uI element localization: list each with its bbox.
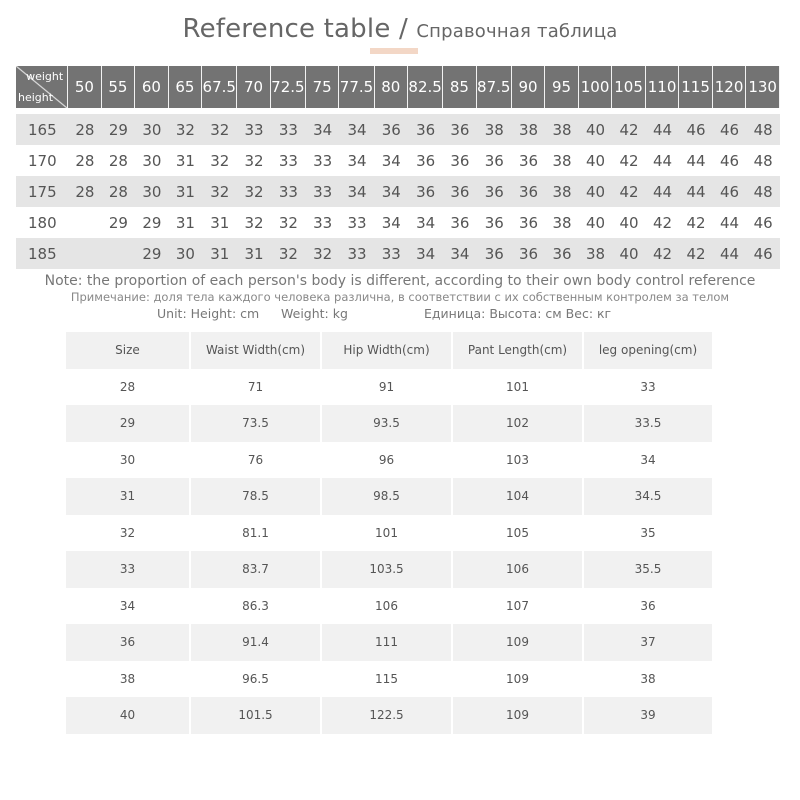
weight-header-cell: 105	[612, 66, 646, 108]
measurement-table	[64, 332, 714, 734]
measurement-cell: 98.5	[322, 478, 451, 515]
title-accent-bar	[370, 48, 418, 54]
size-cell: 28	[75, 151, 95, 170]
size-cell: 46	[720, 151, 740, 170]
measurement-cell: 122.5	[322, 697, 451, 734]
measurement-cell: 30	[119, 452, 136, 467]
measurement-cell: 106	[453, 551, 582, 588]
size-cell: 32	[202, 176, 237, 207]
size-cell: 33	[237, 108, 271, 145]
measurement-cell: 39	[584, 697, 712, 734]
size-cell: 28	[68, 108, 102, 145]
measurement-cell: 35	[640, 525, 656, 540]
size-cell: 42	[679, 238, 713, 269]
size-cell: 44	[679, 176, 713, 207]
size-chart-row	[16, 108, 780, 145]
measurement-cell: 109	[506, 671, 529, 686]
size-cell: 38	[552, 151, 572, 170]
measurement-cell: 107	[506, 598, 529, 613]
size-cell: 36	[408, 176, 443, 207]
size-cell: 36	[416, 151, 436, 170]
weight-header-cell: 60	[135, 66, 169, 108]
size-cell: 33	[339, 238, 374, 269]
weight-height-corner-cell	[16, 66, 68, 108]
corner-height-label: height	[18, 91, 54, 104]
size-chart-row	[16, 145, 780, 176]
size-cell: 36	[484, 151, 504, 170]
size-cell: 36	[484, 213, 504, 232]
measurement-header-cell: Size	[66, 332, 189, 369]
size-cell: 38	[579, 238, 613, 269]
size-cell: 40	[586, 151, 606, 170]
measurement-row	[66, 442, 712, 479]
size-cell: 32	[306, 238, 340, 269]
size-cell: 40	[579, 108, 613, 145]
weight-header-cell: 87.5	[477, 66, 512, 108]
measurement-cell: 104	[453, 478, 582, 515]
measurement-row	[66, 661, 712, 698]
note-english: Note: the proportion of each person's body is different, according to their own body control reference	[44, 273, 756, 289]
measurement-cell: 34.5	[584, 478, 712, 515]
size-cell: 46	[679, 108, 713, 145]
measurement-cell: 28	[119, 379, 136, 394]
measurement-cell: 73.5	[191, 405, 320, 442]
size-cell: 36	[450, 213, 470, 232]
measurement-cell: 33	[66, 551, 189, 588]
size-cell: 33	[271, 108, 306, 145]
size-cell: 29	[142, 213, 162, 232]
height-cell: 175	[16, 176, 68, 207]
size-cell: 36	[477, 238, 512, 269]
size-cell: 40	[619, 213, 639, 232]
weight-header-cell: 72.5	[271, 66, 306, 108]
size-cell: 31	[175, 213, 195, 232]
height-cell: 185	[16, 238, 68, 269]
size-cell: 36	[512, 176, 546, 207]
size-cell: 33	[313, 151, 333, 170]
size-cell: 32	[237, 176, 271, 207]
height-cell: 180	[28, 213, 57, 232]
size-cell: 31	[237, 238, 271, 269]
measurement-cell: 103.5	[322, 551, 451, 588]
size-cell: 28	[108, 151, 128, 170]
weight-header-cell: 67.5	[202, 66, 237, 108]
size-chart-table	[16, 66, 780, 269]
size-cell: 32	[210, 151, 230, 170]
size-cell: 34	[339, 108, 374, 145]
measurement-row	[66, 551, 712, 588]
measurement-cell: 81.1	[242, 525, 269, 540]
size-cell: 34	[347, 151, 367, 170]
measurement-row	[66, 478, 712, 515]
measurement-header-cell: Waist Width(cm)	[191, 332, 320, 369]
size-cell: 48	[746, 176, 780, 207]
size-cell: 48	[746, 108, 780, 145]
size-cell: 34	[306, 108, 340, 145]
size-cell: 33	[313, 213, 333, 232]
unit-weight: Weight: kg	[281, 306, 348, 321]
weight-header-cell: 75	[306, 66, 340, 108]
measurement-cell: 106	[375, 598, 398, 613]
size-cell: 38	[512, 108, 546, 145]
measurement-cell: 109	[453, 697, 582, 734]
weight-header-cell: 95	[545, 66, 579, 108]
measurement-cell: 31	[66, 478, 189, 515]
size-cell: 38	[477, 108, 512, 145]
weight-header-cell: 100	[579, 66, 613, 108]
height-cell: 170	[28, 151, 57, 170]
weight-header-cell: 50	[68, 66, 102, 108]
size-cell: 30	[135, 108, 169, 145]
size-cell: 36	[512, 238, 546, 269]
size-cell: 36	[545, 238, 579, 269]
size-cell: 34	[381, 151, 401, 170]
size-cell	[68, 207, 102, 238]
size-cell: 44	[646, 108, 680, 145]
measurement-cell: 37	[584, 624, 712, 661]
size-cell: 34	[408, 238, 443, 269]
weight-header-cell: 90	[512, 66, 546, 108]
size-cell: 42	[619, 151, 639, 170]
measurement-row	[66, 405, 712, 442]
size-cell: 29	[102, 108, 136, 145]
size-cell: 44	[720, 213, 740, 232]
size-cell: 34	[375, 176, 409, 207]
size-cell: 36	[408, 108, 443, 145]
weight-header-cell: 82.5	[408, 66, 443, 108]
measurement-cell: 91.4	[191, 624, 320, 661]
measurement-cell: 101.5	[191, 697, 320, 734]
measurement-cell: 76	[247, 452, 264, 467]
size-chart-row	[16, 207, 780, 238]
measurement-cell: 29	[66, 405, 189, 442]
measurement-cell: 111	[322, 624, 451, 661]
size-cell: 30	[142, 151, 162, 170]
measurement-cell: 38	[640, 671, 656, 686]
size-cell: 40	[586, 213, 606, 232]
size-cell	[102, 238, 136, 269]
unit-height: Unit: Height: cm	[157, 306, 260, 321]
weight-header-cell: 115	[679, 66, 713, 108]
size-chart-header-row	[16, 66, 780, 108]
measurement-row	[66, 624, 712, 661]
weight-header-cell: 130	[746, 66, 780, 108]
measurement-cell: 86.3	[242, 598, 269, 613]
measurement-row	[66, 697, 712, 734]
size-cell: 36	[519, 151, 539, 170]
size-cell: 36	[477, 176, 512, 207]
size-cell: 29	[108, 213, 128, 232]
measurement-cell: 102	[453, 405, 582, 442]
measurement-cell: 34	[640, 452, 656, 467]
measurement-cell: 91	[378, 379, 395, 394]
size-cell: 42	[686, 213, 706, 232]
measurement-cell: 93.5	[322, 405, 451, 442]
size-cell: 42	[612, 176, 646, 207]
measurement-header-cell: Hip Width(cm)	[322, 332, 451, 369]
size-cell: 44	[653, 151, 673, 170]
size-cell: 34	[339, 176, 374, 207]
size-cell: 33	[271, 176, 306, 207]
measurement-cell: 33.5	[584, 405, 712, 442]
size-cell: 32	[278, 213, 298, 232]
size-cell: 44	[686, 151, 706, 170]
size-chart-row	[16, 238, 780, 269]
size-cell: 40	[579, 176, 613, 207]
page-title	[0, 14, 800, 44]
size-cell: 46	[713, 176, 747, 207]
weight-header-cell: 110	[646, 66, 680, 108]
measurement-cell: 34	[119, 598, 136, 613]
measurement-cell: 40	[66, 697, 189, 734]
size-cell: 44	[713, 238, 747, 269]
measurement-cell: 83.7	[191, 551, 320, 588]
measurement-cell: 115	[375, 671, 398, 686]
measurement-cell: 103	[506, 452, 529, 467]
size-cell: 40	[612, 238, 646, 269]
title-separator: /	[390, 14, 417, 44]
size-cell: 32	[271, 238, 306, 269]
measurement-cell: 38	[119, 671, 136, 686]
size-cell: 30	[169, 238, 203, 269]
size-cell: 36	[375, 108, 409, 145]
size-cell: 32	[244, 213, 264, 232]
size-cell: 46	[713, 108, 747, 145]
measurement-cell: 36	[66, 624, 189, 661]
size-cell: 33	[306, 176, 340, 207]
size-cell: 36	[450, 151, 470, 170]
size-cell: 42	[653, 213, 673, 232]
size-cell: 42	[646, 238, 680, 269]
weight-header-cell: 120	[713, 66, 747, 108]
measurement-cell: 101	[375, 525, 398, 540]
size-cell: 34	[381, 213, 401, 232]
measurement-row	[66, 515, 712, 552]
title-main: Reference table	[182, 14, 391, 44]
size-cell: 33	[278, 151, 298, 170]
title-ru: Справочная таблица	[416, 21, 618, 42]
size-cell: 32	[244, 151, 264, 170]
measurement-header-cell: Pant Length(cm)	[453, 332, 582, 369]
unit-russian: Единица: Высота: см Вес: кг	[424, 306, 612, 321]
size-cell: 38	[552, 213, 572, 232]
measurement-cell: 105	[506, 525, 529, 540]
size-cell: 46	[753, 213, 773, 232]
measurement-cell: 101	[506, 379, 529, 394]
measurement-cell: 33	[640, 379, 656, 394]
size-cell: 31	[210, 213, 230, 232]
size-cell: 31	[175, 151, 195, 170]
measurement-cell: 78.5	[191, 478, 320, 515]
measurement-header-cell: leg opening(cm)	[584, 332, 712, 369]
size-chart-row	[16, 176, 780, 207]
size-cell: 36	[519, 213, 539, 232]
measurement-cell: 96	[378, 452, 395, 467]
measurement-row	[66, 588, 712, 625]
size-cell: 42	[612, 108, 646, 145]
size-cell: 33	[375, 238, 409, 269]
size-cell: 36	[443, 176, 477, 207]
size-cell: 34	[443, 238, 477, 269]
size-cell	[68, 238, 102, 269]
size-cell: 38	[545, 176, 579, 207]
weight-header-cell: 55	[102, 66, 136, 108]
size-cell: 38	[545, 108, 579, 145]
note-russian: Примечание: доля тела каждого человека различна, в соответствии с их собственным контролем за телом	[70, 290, 730, 304]
measurement-cell: 109	[453, 624, 582, 661]
weight-header-cell: 85	[443, 66, 477, 108]
size-cell: 46	[746, 238, 780, 269]
measurement-header-row	[66, 332, 712, 369]
measurement-cell: 96.5	[242, 671, 269, 686]
weight-header-cell: 77.5	[339, 66, 374, 108]
size-cell: 33	[347, 213, 367, 232]
size-cell: 31	[202, 238, 237, 269]
size-cell: 29	[135, 238, 169, 269]
measurement-cell: 71	[247, 379, 264, 394]
size-cell: 31	[169, 176, 203, 207]
measurement-cell: 35.5	[584, 551, 712, 588]
weight-header-cell: 80	[375, 66, 409, 108]
size-cell: 28	[68, 176, 102, 207]
size-cell: 36	[443, 108, 477, 145]
corner-weight-label: weight	[26, 70, 64, 83]
measurement-cell: 36	[640, 598, 656, 613]
height-cell: 165	[16, 108, 68, 145]
weight-header-cell: 65	[169, 66, 203, 108]
measurement-cell: 32	[119, 525, 136, 540]
size-cell: 30	[135, 176, 169, 207]
size-cell: 44	[646, 176, 680, 207]
size-cell: 28	[102, 176, 136, 207]
size-cell: 34	[416, 213, 436, 232]
measurement-row	[66, 369, 712, 406]
weight-header-cell: 70	[237, 66, 271, 108]
size-cell: 48	[753, 151, 773, 170]
size-cell: 32	[202, 108, 237, 145]
size-cell: 32	[169, 108, 203, 145]
